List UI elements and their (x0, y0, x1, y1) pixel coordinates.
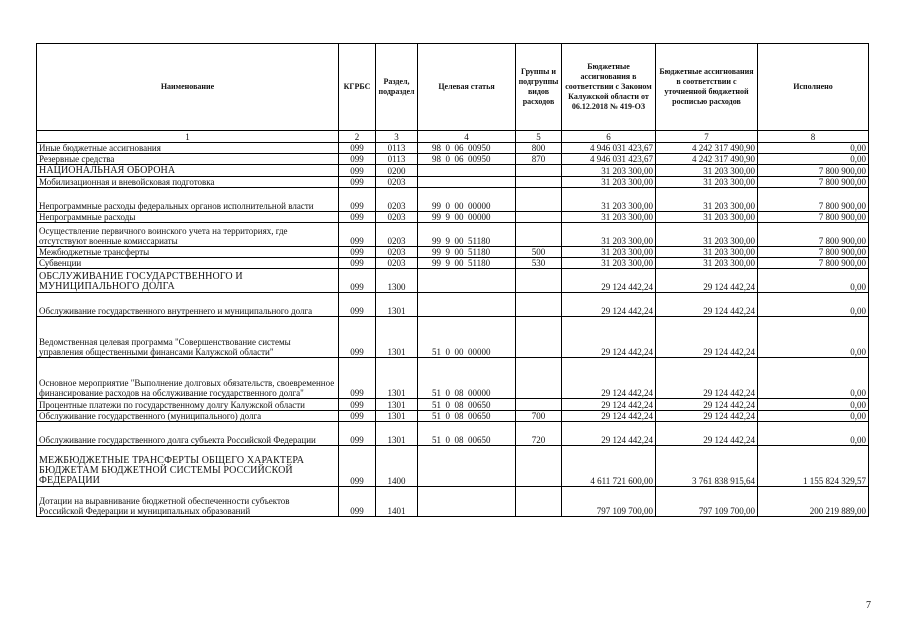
row-section: 1400 (376, 446, 418, 487)
row-law-amount: 31 203 300,00 (562, 223, 656, 247)
row-refined-amount: 31 203 300,00 (656, 165, 758, 177)
row-name: Субвенции (37, 258, 339, 269)
table-body (37, 143, 869, 517)
row-group (516, 293, 562, 317)
row-kgrbs: 099 (339, 317, 376, 358)
table-row (37, 188, 869, 212)
row-section: 1301 (376, 411, 418, 422)
row-refined-amount: 4 242 317 490,90 (656, 154, 758, 165)
row-executed-amount: 7 800 900,00 (758, 177, 869, 188)
row-section: 0203 (376, 212, 418, 223)
row-law-amount: 29 124 442,24 (562, 422, 656, 446)
row-group: 530 (516, 258, 562, 269)
row-group: 870 (516, 154, 562, 165)
row-target: 98 0 06 00950 (418, 143, 516, 154)
row-refined-amount: 29 124 442,24 (656, 422, 758, 446)
row-section: 0203 (376, 188, 418, 212)
column-number: 4 (418, 131, 516, 143)
row-section: 0203 (376, 247, 418, 258)
row-kgrbs: 099 (339, 165, 376, 177)
row-name: МЕЖБЮДЖЕТНЫЕ ТРАНСФЕРТЫ ОБЩЕГО ХАРАКТЕРА БЮДЖЕТАМ БЮДЖЕТНОЙ СИСТЕМЫ РОССИЙСКОЙ ФЕДЕРАЦИИ (37, 446, 339, 487)
table-row (37, 247, 869, 258)
row-executed-amount: 7 800 900,00 (758, 212, 869, 223)
table-row (37, 399, 869, 411)
row-refined-amount: 4 242 317 490,90 (656, 143, 758, 154)
row-group (516, 269, 562, 293)
row-target: 51 0 00 00000 (418, 317, 516, 358)
row-refined-amount: 31 203 300,00 (656, 212, 758, 223)
row-group (516, 399, 562, 411)
row-name: Межбюджетные трансферты (37, 247, 339, 258)
budget-table (36, 43, 869, 517)
row-group (516, 212, 562, 223)
row-law-amount: 31 203 300,00 (562, 177, 656, 188)
row-law-amount: 29 124 442,24 (562, 358, 656, 399)
row-name: Мобилизационная и вневойсковая подготовка (37, 177, 339, 188)
row-refined-amount: 29 124 442,24 (656, 269, 758, 293)
row-group (516, 487, 562, 517)
table-row (37, 293, 869, 317)
row-section: 1401 (376, 487, 418, 517)
column-number: 8 (758, 131, 869, 143)
row-target: 51 0 08 00650 (418, 399, 516, 411)
row-target (418, 487, 516, 517)
column-number: 2 (339, 131, 376, 143)
row-executed-amount: 200 219 889,00 (758, 487, 869, 517)
row-group: 800 (516, 143, 562, 154)
row-law-amount: 31 203 300,00 (562, 247, 656, 258)
row-executed-amount: 0,00 (758, 143, 869, 154)
row-law-amount: 31 203 300,00 (562, 188, 656, 212)
row-section: 1301 (376, 422, 418, 446)
header-groups: Группы и подгруппы видов расходов (516, 44, 562, 131)
row-name: Дотации на выравнивание бюджетной обеспеченности субъектов Российской Федерации и муниципальных образований (37, 487, 339, 517)
table-row (37, 422, 869, 446)
row-name: Резервные средства (37, 154, 339, 165)
row-law-amount: 4 946 031 423,67 (562, 143, 656, 154)
row-kgrbs: 099 (339, 223, 376, 247)
row-kgrbs: 099 (339, 399, 376, 411)
row-law-amount: 29 124 442,24 (562, 399, 656, 411)
header-law: Бюджетные ассигнования в соответствии с Законом Калужской области от 06.12.2018 № 419-ОЗ (562, 44, 656, 131)
row-kgrbs: 099 (339, 258, 376, 269)
row-target (418, 293, 516, 317)
row-section: 1301 (376, 358, 418, 399)
row-target (418, 165, 516, 177)
row-target: 99 9 00 51180 (418, 223, 516, 247)
row-executed-amount: 7 800 900,00 (758, 165, 869, 177)
row-refined-amount: 31 203 300,00 (656, 188, 758, 212)
row-law-amount: 29 124 442,24 (562, 269, 656, 293)
row-group: 720 (516, 422, 562, 446)
row-executed-amount: 0,00 (758, 154, 869, 165)
row-name: Обслуживание государственного внутреннего и муниципального долга (37, 293, 339, 317)
row-refined-amount: 31 203 300,00 (656, 258, 758, 269)
table-row (37, 269, 869, 293)
row-executed-amount: 0,00 (758, 422, 869, 446)
table-row (37, 358, 869, 399)
table-row (37, 487, 869, 517)
row-target: 99 9 00 51180 (418, 258, 516, 269)
row-law-amount: 31 203 300,00 (562, 258, 656, 269)
row-group (516, 165, 562, 177)
row-target: 51 0 08 00650 (418, 422, 516, 446)
row-name: Обслуживание государственного (муниципального) долга (37, 411, 339, 422)
row-target: 99 9 00 51180 (418, 247, 516, 258)
row-refined-amount: 3 761 838 915,64 (656, 446, 758, 487)
row-section: 0203 (376, 258, 418, 269)
row-section: 1301 (376, 399, 418, 411)
table-row (37, 223, 869, 247)
column-number: 6 (562, 131, 656, 143)
table-row (37, 317, 869, 358)
header-target: Целевая статья (418, 44, 516, 131)
row-group (516, 358, 562, 399)
row-refined-amount: 797 109 700,00 (656, 487, 758, 517)
row-executed-amount: 0,00 (758, 411, 869, 422)
row-refined-amount: 29 124 442,24 (656, 411, 758, 422)
row-refined-amount: 29 124 442,24 (656, 358, 758, 399)
row-target: 99 9 00 00000 (418, 212, 516, 223)
row-refined-amount: 31 203 300,00 (656, 247, 758, 258)
row-name: ОБСЛУЖИВАНИЕ ГОСУДАРСТВЕННОГО И МУНИЦИПАЛЬНОГО ДОЛГА (37, 269, 339, 293)
row-name: Процентные платежи по государственному долгу Калужской области (37, 399, 339, 411)
header-name: Наименование (37, 44, 339, 131)
row-law-amount: 4 611 721 600,00 (562, 446, 656, 487)
row-law-amount: 29 124 442,24 (562, 293, 656, 317)
header-section: Раздел, подраздел (376, 44, 418, 131)
table-row (37, 143, 869, 154)
header-kgrbs: КГРБС (339, 44, 376, 131)
row-kgrbs: 099 (339, 154, 376, 165)
row-executed-amount: 0,00 (758, 317, 869, 358)
row-executed-amount: 7 800 900,00 (758, 258, 869, 269)
row-kgrbs: 099 (339, 212, 376, 223)
row-group (516, 317, 562, 358)
row-kgrbs: 099 (339, 177, 376, 188)
row-name: Непрограммные расходы федеральных органов исполнительной власти (37, 188, 339, 212)
row-section: 0113 (376, 143, 418, 154)
row-target: 99 0 00 00000 (418, 188, 516, 212)
row-executed-amount: 7 800 900,00 (758, 188, 869, 212)
row-section: 1300 (376, 269, 418, 293)
row-section: 1301 (376, 317, 418, 358)
table-row (37, 258, 869, 269)
row-group: 700 (516, 411, 562, 422)
row-target: 98 0 06 00950 (418, 154, 516, 165)
row-law-amount: 797 109 700,00 (562, 487, 656, 517)
row-refined-amount: 31 203 300,00 (656, 223, 758, 247)
row-refined-amount: 29 124 442,24 (656, 293, 758, 317)
row-target (418, 177, 516, 188)
row-group: 500 (516, 247, 562, 258)
row-executed-amount: 0,00 (758, 293, 869, 317)
row-group (516, 188, 562, 212)
row-name: Осуществление первичного воинского учета на территориях, где отсутствуют военные комиссариаты (37, 223, 339, 247)
row-refined-amount: 29 124 442,24 (656, 399, 758, 411)
row-kgrbs: 099 (339, 247, 376, 258)
header-refined: Бюджетные ассигнования в соответствии с уточненной бюджетной росписью расходов (656, 44, 758, 131)
row-name: Ведомственная целевая программа "Совершенствование системы управления общественными финансами Калужской области" (37, 317, 339, 358)
row-kgrbs: 099 (339, 487, 376, 517)
table-row (37, 212, 869, 223)
column-number: 5 (516, 131, 562, 143)
row-target (418, 446, 516, 487)
row-refined-amount: 29 124 442,24 (656, 317, 758, 358)
row-group (516, 446, 562, 487)
row-target: 51 0 08 00000 (418, 358, 516, 399)
row-kgrbs: 099 (339, 269, 376, 293)
row-kgrbs: 099 (339, 411, 376, 422)
row-section: 1301 (376, 293, 418, 317)
row-section: 0203 (376, 177, 418, 188)
row-executed-amount: 1 155 824 329,57 (758, 446, 869, 487)
row-kgrbs: 099 (339, 446, 376, 487)
row-law-amount: 4 946 031 423,67 (562, 154, 656, 165)
row-refined-amount: 31 203 300,00 (656, 177, 758, 188)
column-number: 3 (376, 131, 418, 143)
column-number: 1 (37, 131, 339, 143)
row-kgrbs: 099 (339, 188, 376, 212)
row-executed-amount: 0,00 (758, 358, 869, 399)
row-kgrbs: 099 (339, 293, 376, 317)
table-row (37, 154, 869, 165)
table-row (37, 165, 869, 177)
row-executed-amount: 0,00 (758, 269, 869, 293)
row-law-amount: 31 203 300,00 (562, 212, 656, 223)
row-section: 0200 (376, 165, 418, 177)
row-executed-amount: 0,00 (758, 399, 869, 411)
row-kgrbs: 099 (339, 422, 376, 446)
row-group (516, 223, 562, 247)
table-row (37, 411, 869, 422)
row-section: 0203 (376, 223, 418, 247)
page-number: 7 (866, 600, 871, 611)
row-law-amount: 31 203 300,00 (562, 165, 656, 177)
row-law-amount: 29 124 442,24 (562, 411, 656, 422)
row-name: Обслуживание государственного долга субъекта Российской Федерации (37, 422, 339, 446)
row-group (516, 177, 562, 188)
row-executed-amount: 7 800 900,00 (758, 223, 869, 247)
row-name: Иные бюджетные ассигнования (37, 143, 339, 154)
row-name: Непрограммные расходы (37, 212, 339, 223)
row-name: НАЦИОНАЛЬНАЯ ОБОРОНА (37, 165, 339, 177)
table-row (37, 446, 869, 487)
column-number: 7 (656, 131, 758, 143)
table-row (37, 177, 869, 188)
row-kgrbs: 099 (339, 143, 376, 154)
row-executed-amount: 7 800 900,00 (758, 247, 869, 258)
header-executed: Исполнено (758, 44, 869, 131)
row-name: Основное мероприятие "Выполнение долговых обязательств, своевременное финансирование расходов на обслуживание государственного долга" (37, 358, 339, 399)
row-kgrbs: 099 (339, 358, 376, 399)
row-target: 51 0 08 00650 (418, 411, 516, 422)
row-section: 0113 (376, 154, 418, 165)
row-target (418, 269, 516, 293)
row-law-amount: 29 124 442,24 (562, 317, 656, 358)
